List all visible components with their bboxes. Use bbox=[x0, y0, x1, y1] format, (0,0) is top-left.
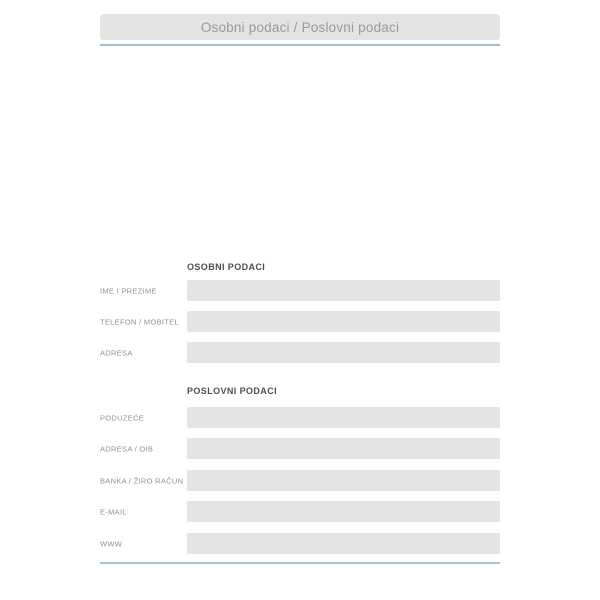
phone-input[interactable] bbox=[187, 311, 500, 332]
company-input[interactable] bbox=[187, 407, 500, 428]
section-title-business: POSLOVNI PODACI bbox=[187, 386, 278, 396]
email-input[interactable] bbox=[187, 501, 500, 522]
form-header-title: Osobni podaci / Poslovni podaci bbox=[200, 19, 400, 35]
form-header-tab bbox=[100, 14, 500, 40]
field-label-company: PODUZEĆE bbox=[100, 413, 145, 422]
form-row-email bbox=[0, 501, 600, 522]
bank-account-input[interactable] bbox=[187, 470, 500, 491]
top-divider-rule bbox=[100, 44, 500, 46]
form-row-name bbox=[0, 280, 600, 301]
field-label-company-address-oib: ADRESA / OIB bbox=[100, 444, 154, 453]
form-row-phone bbox=[0, 311, 600, 332]
field-label-phone: TELEFON / MOBITEL bbox=[100, 317, 179, 326]
field-label-bank-account: BANKA / ŽIRO RAČUN bbox=[100, 476, 184, 485]
form-row-company bbox=[0, 407, 600, 428]
form-row-company-address-oib bbox=[0, 438, 600, 459]
form-row-address bbox=[0, 342, 600, 363]
field-label-website: WWW bbox=[100, 539, 123, 548]
address-input[interactable] bbox=[187, 342, 500, 363]
name-input[interactable] bbox=[187, 280, 500, 301]
form-row-bank-account bbox=[0, 470, 600, 491]
form-row-website bbox=[0, 533, 600, 554]
company-address-oib-input[interactable] bbox=[187, 438, 500, 459]
field-label-name: IME I PREZIME bbox=[100, 286, 157, 295]
bottom-divider-rule bbox=[100, 562, 500, 564]
website-input[interactable] bbox=[187, 533, 500, 554]
field-label-address: ADRESA bbox=[100, 348, 133, 357]
section-title-personal: OSOBNI PODACI bbox=[187, 262, 266, 272]
field-label-email: E-MAIL bbox=[100, 507, 127, 516]
